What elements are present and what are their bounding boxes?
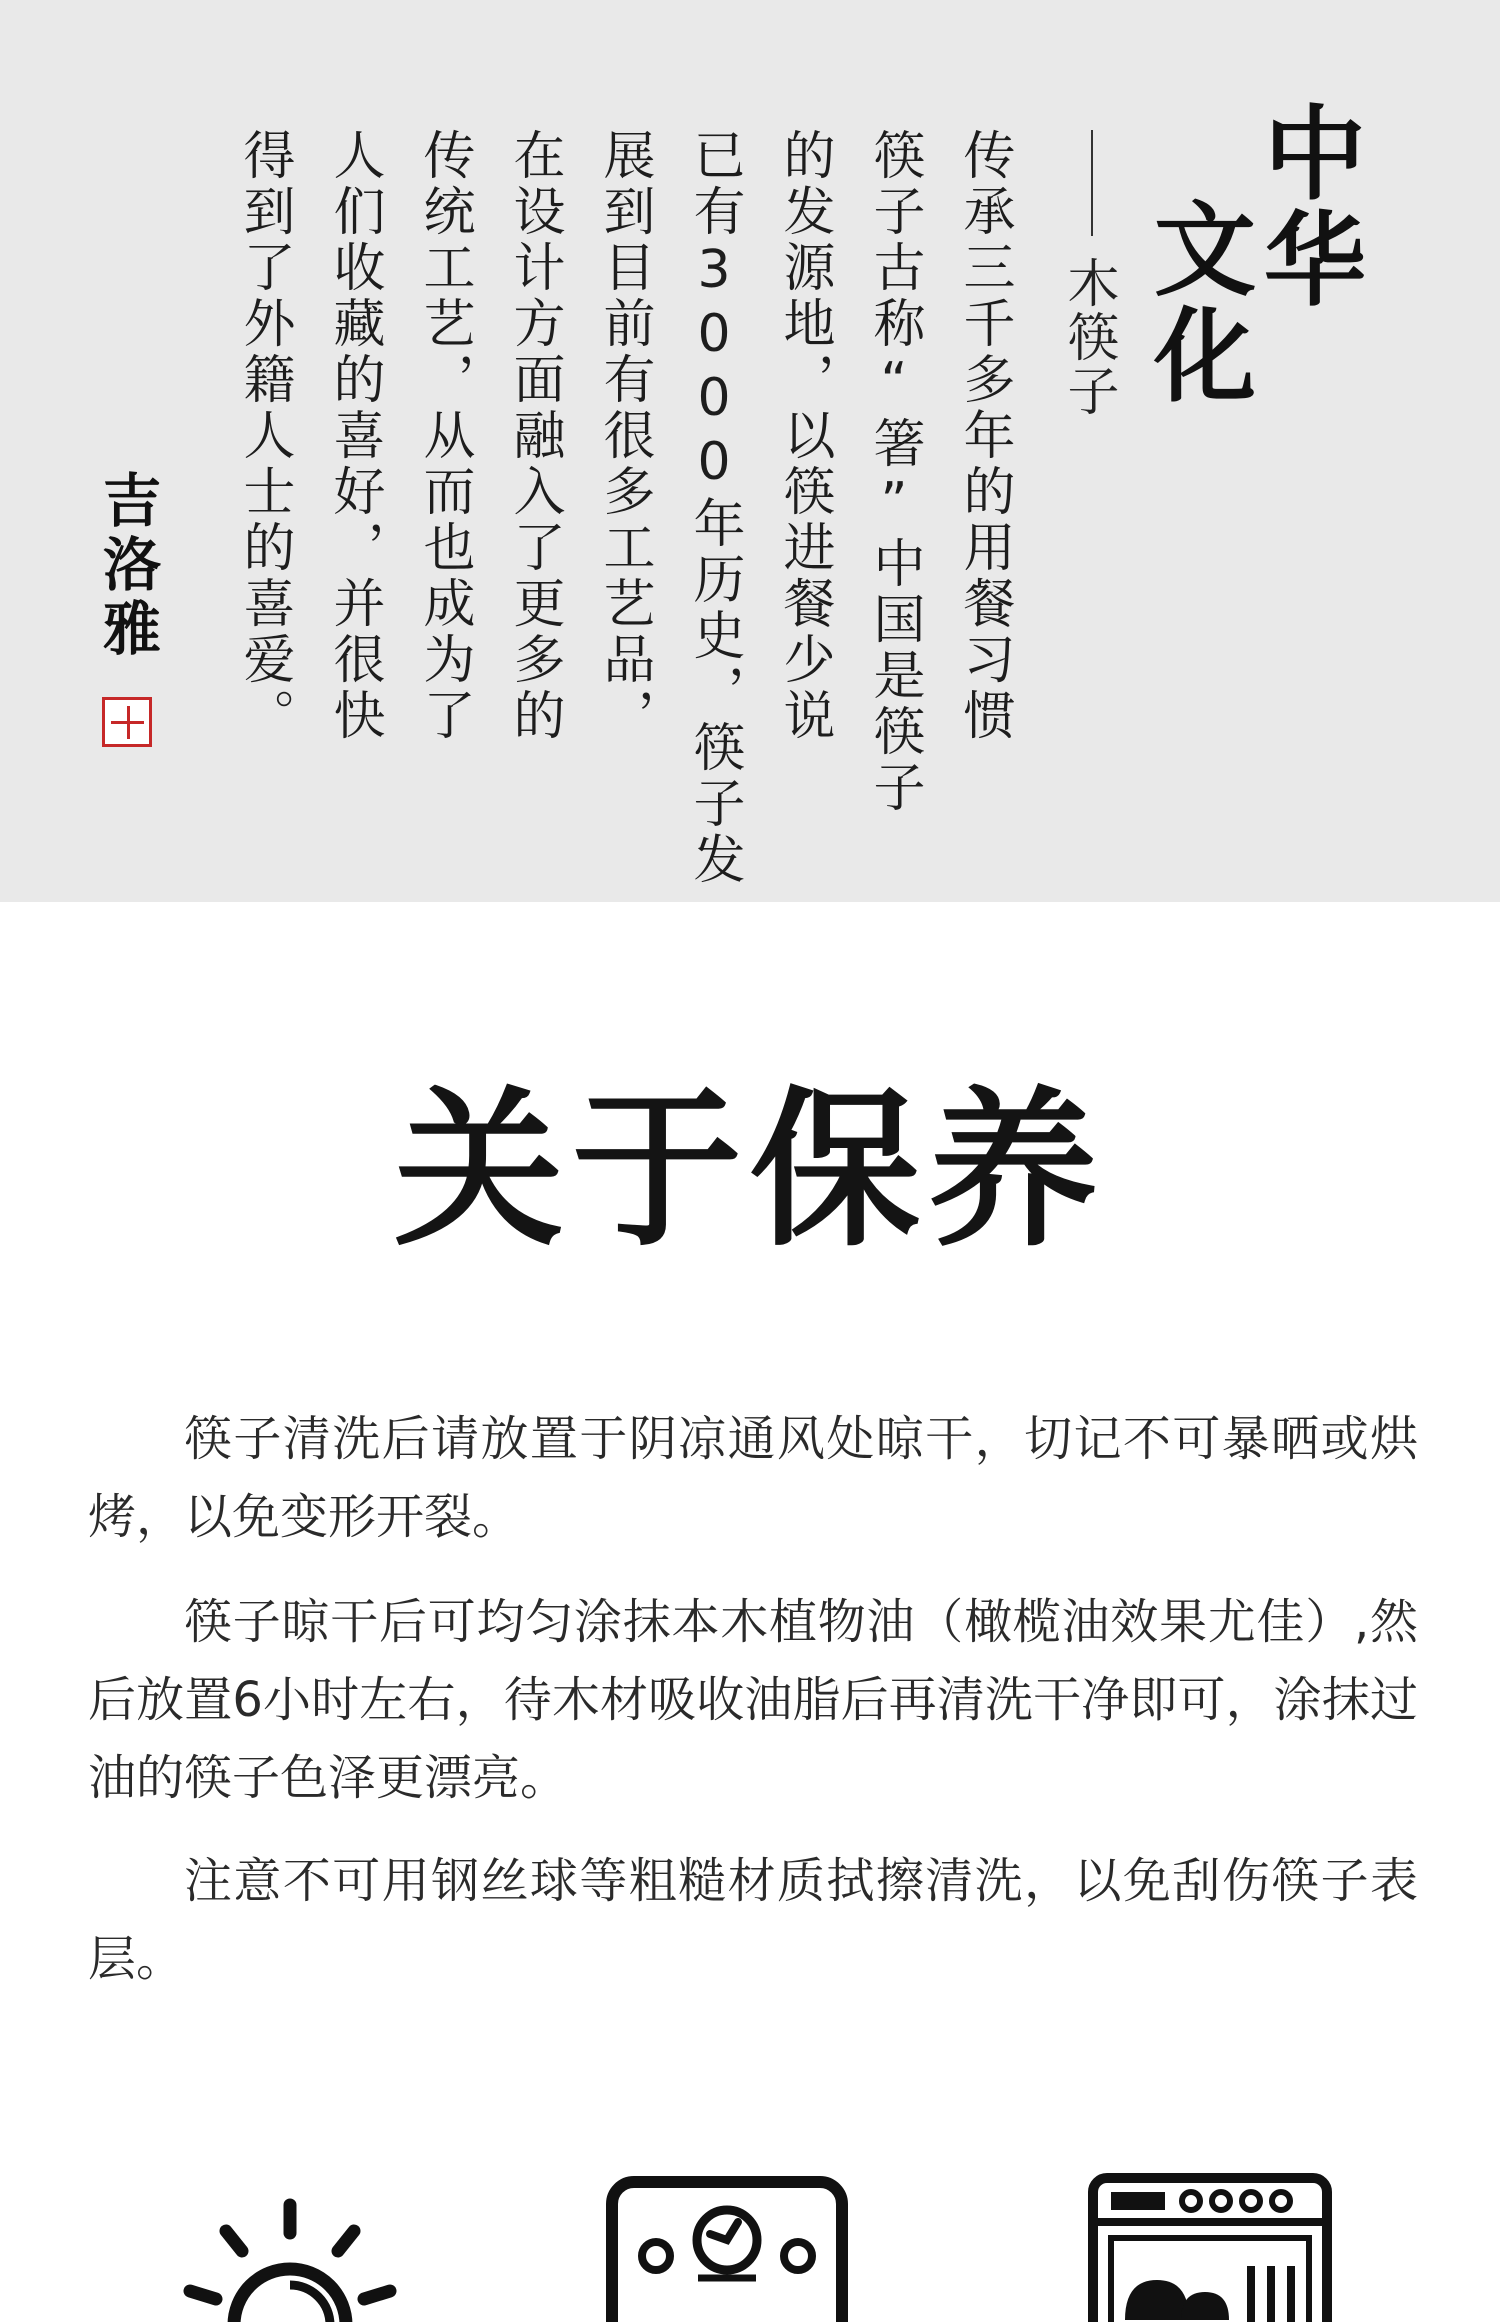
seal-stamp-icon [102,697,152,747]
care-paragraph: 注意不可用钢丝球等粗糙材质拭擦清洗，以免刮伤筷子表层。 [88,1853,1418,1987]
culture-panel [0,0,1500,902]
culture-text-column: 展到目前有很多工艺品， [594,128,654,744]
culture-text-column: 传承三千多年的用餐习惯 [954,128,1014,744]
culture-subtitle: 木筷子 [1058,256,1118,418]
culture-text-column: 在设计方面融入了更多的 [504,128,564,744]
care-paragraph: 筷子清洗后请放置于阴凉通风处晾干，切记不可暴晒或烘烤，以免变形开裂。 [88,1411,1418,1545]
brand-name: 吉洛雅 [93,470,161,662]
title-divider [1091,130,1093,236]
culture-title-line-2: 文化 [1137,196,1257,408]
culture-text-column: 已有3000年历史，筷子发 [684,128,744,888]
culture-text-column: 得到了外籍人士的喜爱。 [234,128,294,744]
care-paragraph: 筷子晾干后可均匀涂抹本木植物油（橄榄油效果尤佳）,然后放置6小时左右，待木材吸收油脂后再清洗干净即可，涂抹过油的筷子色泽更漂亮。 [88,1594,1418,1806]
dishwasher-icon [1085,2170,1335,2322]
culture-text-column: 传统工艺，从而也成为了 [414,128,474,744]
sun-icon [180,2185,400,2322]
care-title: 关于保养 [393,1070,1106,1270]
culture-text-column: 人们收藏的喜好，并很快 [324,128,384,744]
oven-icon [604,2174,850,2322]
culture-text-column: 筷子古称“箸”中国是筷子 [864,128,924,816]
culture-title-line-1: 中华 [1247,100,1367,312]
culture-text-column: 的发源地，以筷进餐少说 [774,128,834,744]
